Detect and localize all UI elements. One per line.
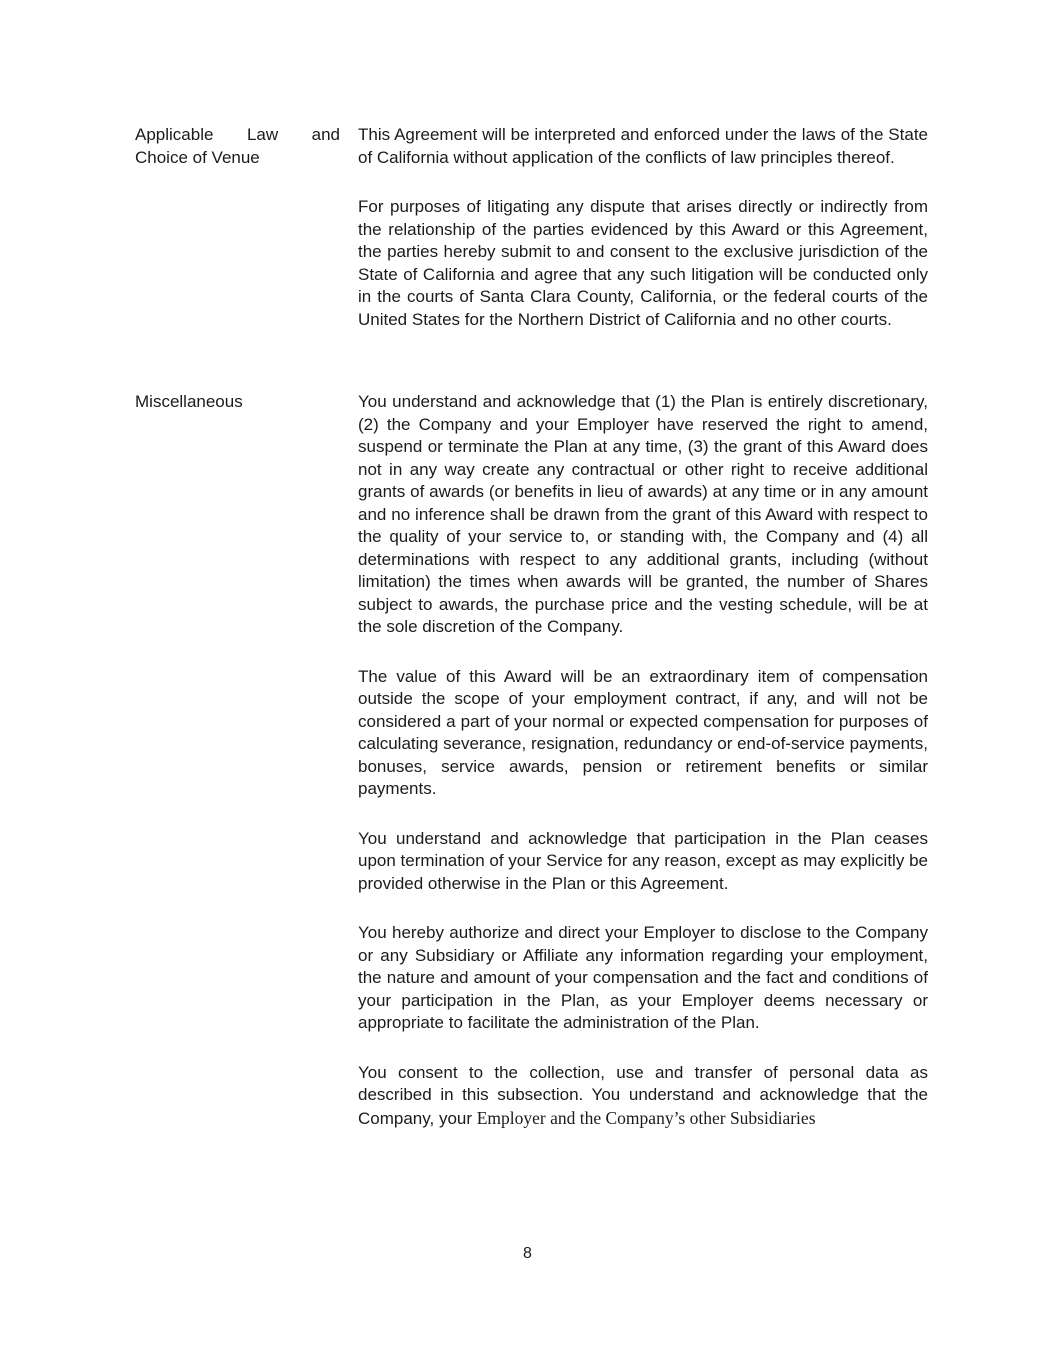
paragraph-sans-run: You consent to the collection, use and transfer of personal data as described in this subsection. You understand and acknowledge that the Company, your [358,1062,928,1128]
section-body-applicable-law [358,124,928,331]
section-label-miscellaneous: Miscellaneous [135,392,243,411]
section-body-miscellaneous [358,391,928,1130]
paragraph-mixed-font [358,1062,928,1131]
paragraph: This Agreement will be interpreted and enforced under the laws of the State of California without application of the conflicts of law principles thereof. [358,125,928,167]
paragraph-serif-run: Employer and the Company’s other Subsidiaries [476,1107,816,1128]
paragraph: You understand and acknowledge that participation in the Plan ceases upon termination of your Service for any reason, except as may explicitly be provided otherwise in the Plan or this Agreement. [358,828,928,893]
page-content [135,124,928,1130]
paragraph: You understand and acknowledge that (1) the Plan is entirely discretionary, (2) the Company and your Employer have reserved the right to amend, suspend or terminate the Plan at any time, (3) the grant of this Award does not in any way create any contractual or other right to receive additional grants of awards (or benefits in lieu of awards) at any time or in any amount and no inference shall be drawn from the grant of this Award with respect to the quality of your service to, or standing with, the Company and (4) all determinations with respect to any additional grants, including (without limitation) the times when awards will be granted, the number of Shares subject to awards, the purchase price and the vesting schedule, will be at the sole discretion of the Company. [358,392,928,636]
paragraph: For purposes of litigating any dispute that arises directly or indirectly from the relationship of the parties evidenced by this Award or this Agreement, the parties hereby submit to and consent to the exclusive jurisdiction of the State of California and agree that any such litigation will be conducted only in the courts of Santa Clara County, California, or the federal courts of the United States for the Northern District of California and no other courts. [358,197,928,329]
section-label-applicable-law: Applicable Law and Choice of Venue [135,125,340,167]
section-applicable-law [135,124,928,331]
section-miscellaneous [135,391,928,1130]
page-number: 8 [523,1245,532,1262]
paragraph: The value of this Award will be an extraordinary item of compensation outside the scope of your employment contract, if any, and will not be considered a part of your normal or expected compensation for purposes of calculating severance, resignation, redundancy or end-of-service payments, bonuses, service awards, pension or retirement benefits or similar payments. [358,666,928,798]
paragraph: You hereby authorize and direct your Employer to disclose to the Company or any Subsidiary or Affiliate any information regarding your employment, the nature and amount of your compensation and the fact and conditions of your participation in the Plan, as your Employer deems necessary or appropriate to facilitate the administration of the Plan. [358,923,928,1032]
